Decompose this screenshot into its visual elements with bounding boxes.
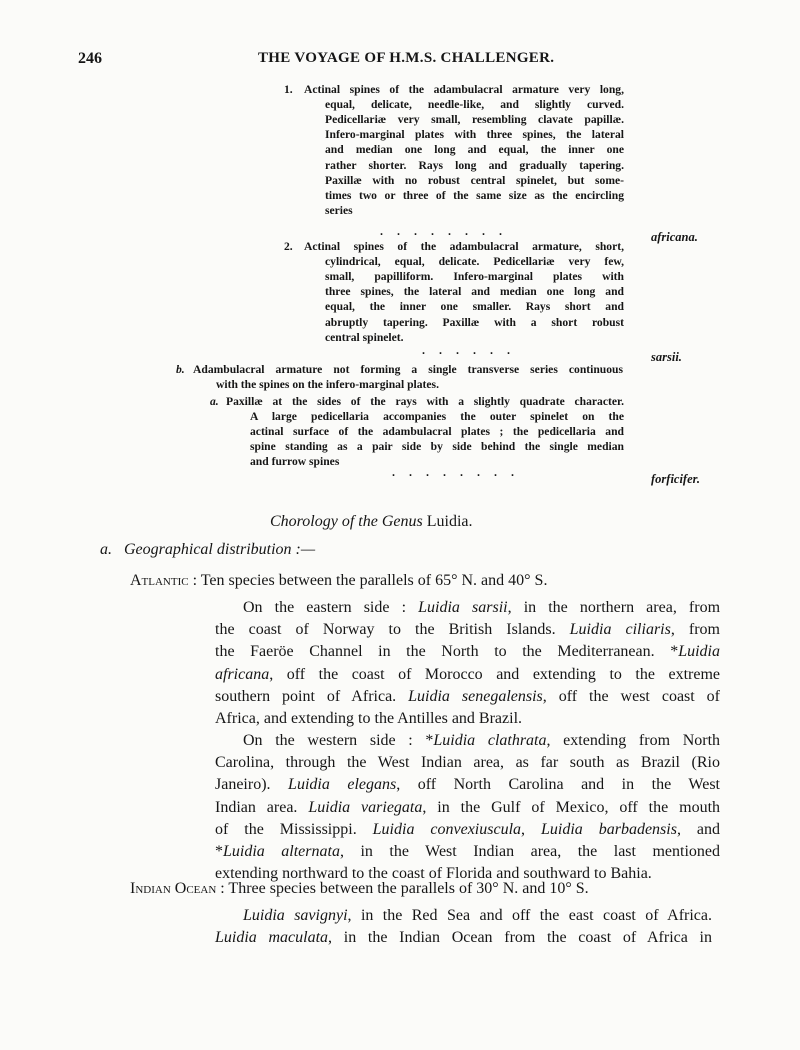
text-line: spine standing as a pair side by side behind the single median (250, 440, 624, 454)
text-line: A large pedicellaria accompanies the outer spinelet on the (250, 410, 624, 424)
leader-dots: ........ (380, 224, 516, 238)
text-line: cylindrical, equal, delicate. Pedicellariæ very few, (325, 255, 624, 269)
text-line: the coast of Norway to the British Islands. Luidia ciliaris, from (215, 621, 721, 639)
text-line: and median one long and equal, the inner one (325, 143, 624, 157)
text-line: the Faeröe Channel in the North to the Mediterranean. *Luidia (215, 643, 720, 661)
leader-dots: ...... (422, 343, 524, 357)
key-number: 2. (284, 240, 293, 253)
text-line: series (325, 203, 353, 217)
text-line: three spines, the lateral and median one long and (325, 285, 624, 299)
leader-dots: ........ (392, 465, 528, 479)
region-intro: : Ten species between the parallels of 65° N. and 40° S. (192, 572, 548, 589)
region-label: Indian Ocean (130, 880, 217, 897)
text-line: Adambulacral armature not forming a single transverse series continuous (193, 363, 623, 376)
text-line: On the eastern side : Luidia sarsii, in the northern area, from (243, 599, 721, 616)
text-line: Indian area. Luidia variegata, in the Gulf of Mexico, off the mouth (215, 798, 721, 816)
text-line: Carolina, through the West Indian area, as far south as Brazil (Rio (215, 754, 720, 772)
region-intro: : Three species between the parallels of 30° N. and 10° S. (220, 880, 589, 897)
text-line: Pedicellariæ very small, resembling clavate papillæ. (325, 113, 624, 127)
text-line: Paxillæ with no robust central spinelet, but some- (325, 173, 624, 187)
species-name: forficifer. (651, 472, 700, 486)
text-line: africana, off the coast of Morocco and extending to the extreme (215, 665, 720, 683)
text-line: rather shorter. Rays long and gradually tapering. (325, 158, 624, 172)
heading-italic: Chorology of the Genus (270, 513, 423, 530)
subsection-marker: a. (100, 541, 112, 558)
subsection-heading (100, 541, 315, 559)
text-line: Janeiro). Luidia elegans, off North Carolina and in the West (215, 776, 721, 794)
text-line: small, papilliform. Infero-marginal plates with (325, 270, 624, 284)
text-line: actinal surface of the adambulacral plates ; the pedicellaria and (250, 425, 624, 439)
heading-genus: Luidia. (426, 513, 473, 530)
subsection-title: Geographical distribution :— (124, 541, 316, 558)
text-line: southern point of Africa. Luidia senegalensis, off the west coast of (215, 687, 721, 705)
text-line: equal, the inner one smaller. Rays short and (325, 300, 624, 314)
text-line: extending northward to the coast of Florida and southward to Bahia. (215, 865, 652, 883)
text-line: equal, delicate, needle-like, and slightly curved. (325, 98, 624, 112)
text-line: *Luidia alternata, in the West Indian area, the last mentioned (215, 843, 721, 860)
text-line: On the western side : *Luidia clathrata, extending from North (243, 732, 721, 749)
text-line: with the spines on the infero-marginal plates. (216, 378, 439, 392)
text-line: Luidia savignyi, in the Red Sea and off the east coast of Africa. (243, 907, 713, 924)
text-line: abruptly tapering. Paxillæ with a short robust (325, 315, 624, 329)
indian-intro (130, 878, 589, 900)
text-line: of the Mississippi. Luidia convexiuscula, Luidia barbadensis, and (215, 820, 721, 838)
page-number: 246 (78, 50, 102, 67)
text-line: Africa, and extending to the Antilles and Brazil. (215, 710, 523, 727)
text-line: Actinal spines of the adambulacral armature very long, (304, 83, 624, 96)
text-line: central spinelet. (325, 330, 404, 344)
key-number: a. (210, 395, 219, 408)
text-line: Paxillæ at the sides of the rays with a slightly quadrate character. (226, 395, 624, 408)
key-number: 1. (284, 83, 293, 96)
running-title: THE VOYAGE OF H.M.S. CHALLENGER. (258, 50, 555, 66)
section-heading (270, 513, 473, 531)
region-label: Atlantic (130, 572, 189, 589)
key-number: b. (176, 363, 185, 376)
text-line: Luidia maculata, in the Indian Ocean from the coast of Africa in (215, 929, 713, 947)
atlantic-intro (130, 570, 547, 592)
text-line: Infero-marginal plates with three spines, the lateral (325, 128, 624, 142)
species-name: sarsii. (651, 350, 682, 364)
text-line: and furrow spines (250, 455, 340, 469)
text-line: Actinal spines of the adambulacral armature, short, (304, 240, 624, 253)
species-name: africana. (651, 230, 698, 244)
text-line: times two or three of the same size as the encircling (325, 188, 624, 202)
